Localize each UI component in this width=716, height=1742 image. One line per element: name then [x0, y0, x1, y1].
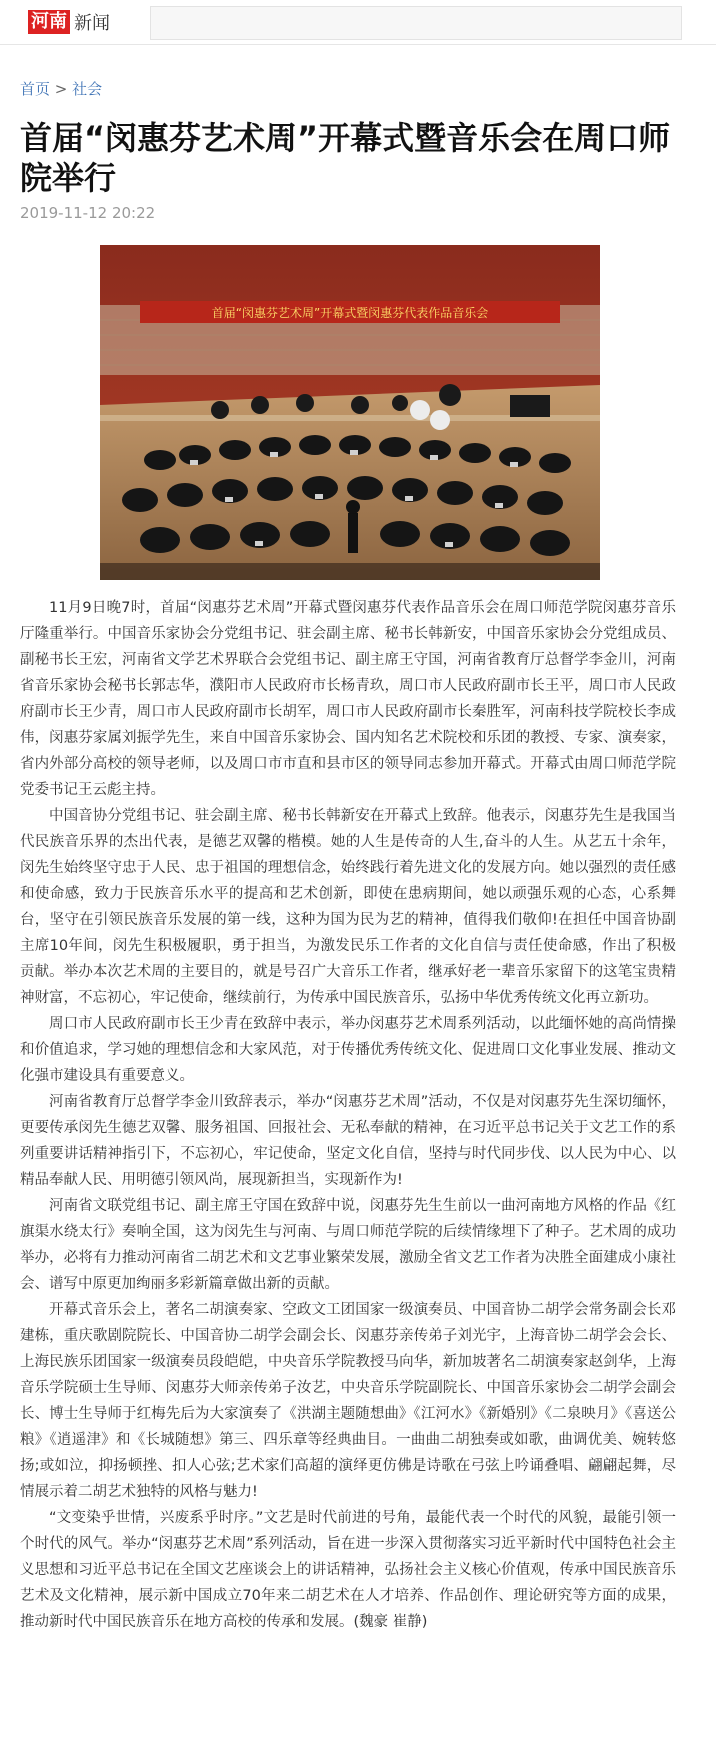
article-paragraph: 11月9日晚7时，首届“闵惠芬艺术周”开幕式暨闵惠芬代表作品音乐会在周口师范学院闵惠芬音乐厅隆重举行。中国音乐家协会分党组书记、驻会副主席、秘书长韩新安，中国音乐家协会分党组成员、副秘书长王宏，河南省文学艺术界联合会党组书记、副主席王守国，河南省教育厅总督学李金川，河南省音乐家协会秘书长郭志华，濮阳市人民政府市长杨青玖，周口市人民政府副市长王平，周口市人民政府副市长王少青，周口市人民政府副市长胡军，周口市人民政府副市长秦胜军，河南科技学院校长李成伟，闵惠芬家属刘振学先生，来自中国音乐家协会、国内知名艺术院校和乐团的教授、专家、演奏家，省内外部分高校的领导老师，以及周口市市直和县市区的领导同志参加开幕式。开幕式由周口师范学院党委书记王云彪主持。	[20, 600, 676, 798]
article-photo	[100, 245, 600, 580]
article-paragraph: 河南省教育厅总督学李金川致辞表示，举办“闵惠芬艺术周”活动，不仅是对闵惠芬先生深切缅怀，更要传承闵先生德艺双馨、服务祖国、回报社会、无私奉献的精神，在习近平总书记关于文艺工作的系列重要讲话精神指引下，不忘初心，牢记使命，坚定文化自信，坚持与时代同步伐、以人民为中心、以精品奉献人民、用明德引领风尚，展现新担当，实现新作为!	[20, 1094, 676, 1188]
article-paragraph: 开幕式音乐会上，著名二胡演奏家、空政文工团国家一级演奏员、中国音协二胡学会常务副会长邓建栋，重庆歌剧院院长、中国音协二胡学会副会长、闵惠芬亲传弟子刘光宇，上海音协二胡学会会长、上海民族乐团国家一级演奏员段皑皑，中央音乐学院教授马向华，新加坡著名二胡演奏家赵剑华，上海音乐学院硕士生导师、闵惠芬大师亲传弟子汝艺，中央音乐学院副院长、中国音乐家协会二胡学会副会长、博士生导师于红梅先后为大家演奏了《洪湖主题随想曲》《江河水》《新婚别》《二泉映月》《喜送公粮》《逍遥津》和《长城随想》第三、四乐章等经典曲目。一曲曲二胡独奏或如歌，曲调优美、婉转悠扬;或如泣，抑扬顿挫、扣人心弦;艺术家们高超的演绎更仿佛是诗歌在弓弦上吟诵叠唱、翩翩起舞，尽情展示着二胡艺术独特的风格与魅力!	[20, 1302, 676, 1500]
article-paragraph: 中国音协分党组书记、驻会副主席、秘书长韩新安在开幕式上致辞。他表示，闵惠芬先生是我国当代民族音乐界的杰出代表，是德艺双馨的楷模。她的人生是传奇的人生,奋斗的人生。从艺五十余年，闵先生始终坚守忠于人民、忠于祖国的理想信念，始终践行着先进文化的发展方向。她以强烈的责任感和使命感，致力于民族音乐水平的提高和艺术创新，即使在患病期间，她以顽强乐观的心态，心系舞台，坚守在引领民族音乐发展的第一线，这种为国为民为艺的精神，值得我们敬仰!在担任中国音协副主席10年间，闵先生积极履职，勇于担当，为激发民乐工作者的文化自信与责任使命感，作出了积极贡献。举办本次艺术周的主要目的，就是号召广大音乐工作者，继承好老一辈音乐家留下的这笔宝贵精神财富，不忘初心，牢记使命，继续前行，为传承中国民族音乐，弘扬中华优秀传统文化再立新功。	[20, 808, 676, 1006]
logo-primary: 河南	[28, 10, 70, 34]
site-logo[interactable]	[28, 9, 110, 35]
article-title: 首届“闵惠芬艺术周”开幕式暨音乐会在周口师院举行	[20, 119, 671, 197]
breadcrumb-home-link[interactable]: 首页	[20, 80, 51, 98]
article-body	[20, 595, 676, 1635]
breadcrumb	[20, 78, 102, 99]
top-bar	[0, 0, 716, 45]
article-paragraph: 河南省文联党组书记、副主席王守国在致辞中说，闵惠芬先生生前以一曲河南地方风格的作品《红旗渠水绕太行》奏响全国，这为闵先生与河南、与周口师范学院的后续情缘埋下了种子。艺术周的成功举办，必将有力推动河南省二胡艺术和文艺事业繁荣发展，激励全省文艺工作者为决胜全面建成小康社会、谱写中原更加绚丽多彩新篇章做出新的贡献。	[20, 1198, 676, 1292]
photo-banner-text: 首届“闵惠芬艺术周”开幕式暨闵惠芬代表作品音乐会	[211, 306, 489, 320]
article-paragraph: 周口市人民政府副市长王少青在致辞中表示，举办闵惠芬艺术周系列活动，以此缅怀她的高尚情操和价值追求，学习她的理想信念和大家风范，对于传播优秀传统文化、促进周口文化事业发展、推动文化强市建设具有重要意义。	[20, 1016, 676, 1084]
breadcrumb-section-link[interactable]: 社会	[72, 80, 103, 98]
article-date: 2019-11-12 20:22	[20, 204, 156, 222]
article-paragraph: “文变染乎世情，兴废系乎时序。”文艺是时代前进的号角，最能代表一个时代的风貌，最能引领一个时代的风气。举办“闵惠芬艺术周”系列活动，旨在进一步深入贯彻落实习近平新时代中国特色社会主义思想和习近平总书记在全国文艺座谈会上的讲话精神，弘扬社会主义核心价值观，传承中国民族音乐艺术及文化精神，展示新中国成立70年来二胡艺术在人才培养、作品创作、理论研究等方面的成果，推动新时代中国民族音乐在地方高校的传承和发展。(魏豪 崔静)	[20, 1510, 676, 1630]
logo-secondary: 新闻	[74, 13, 110, 34]
search-input[interactable]	[150, 6, 682, 40]
breadcrumb-separator: >	[50, 80, 73, 98]
